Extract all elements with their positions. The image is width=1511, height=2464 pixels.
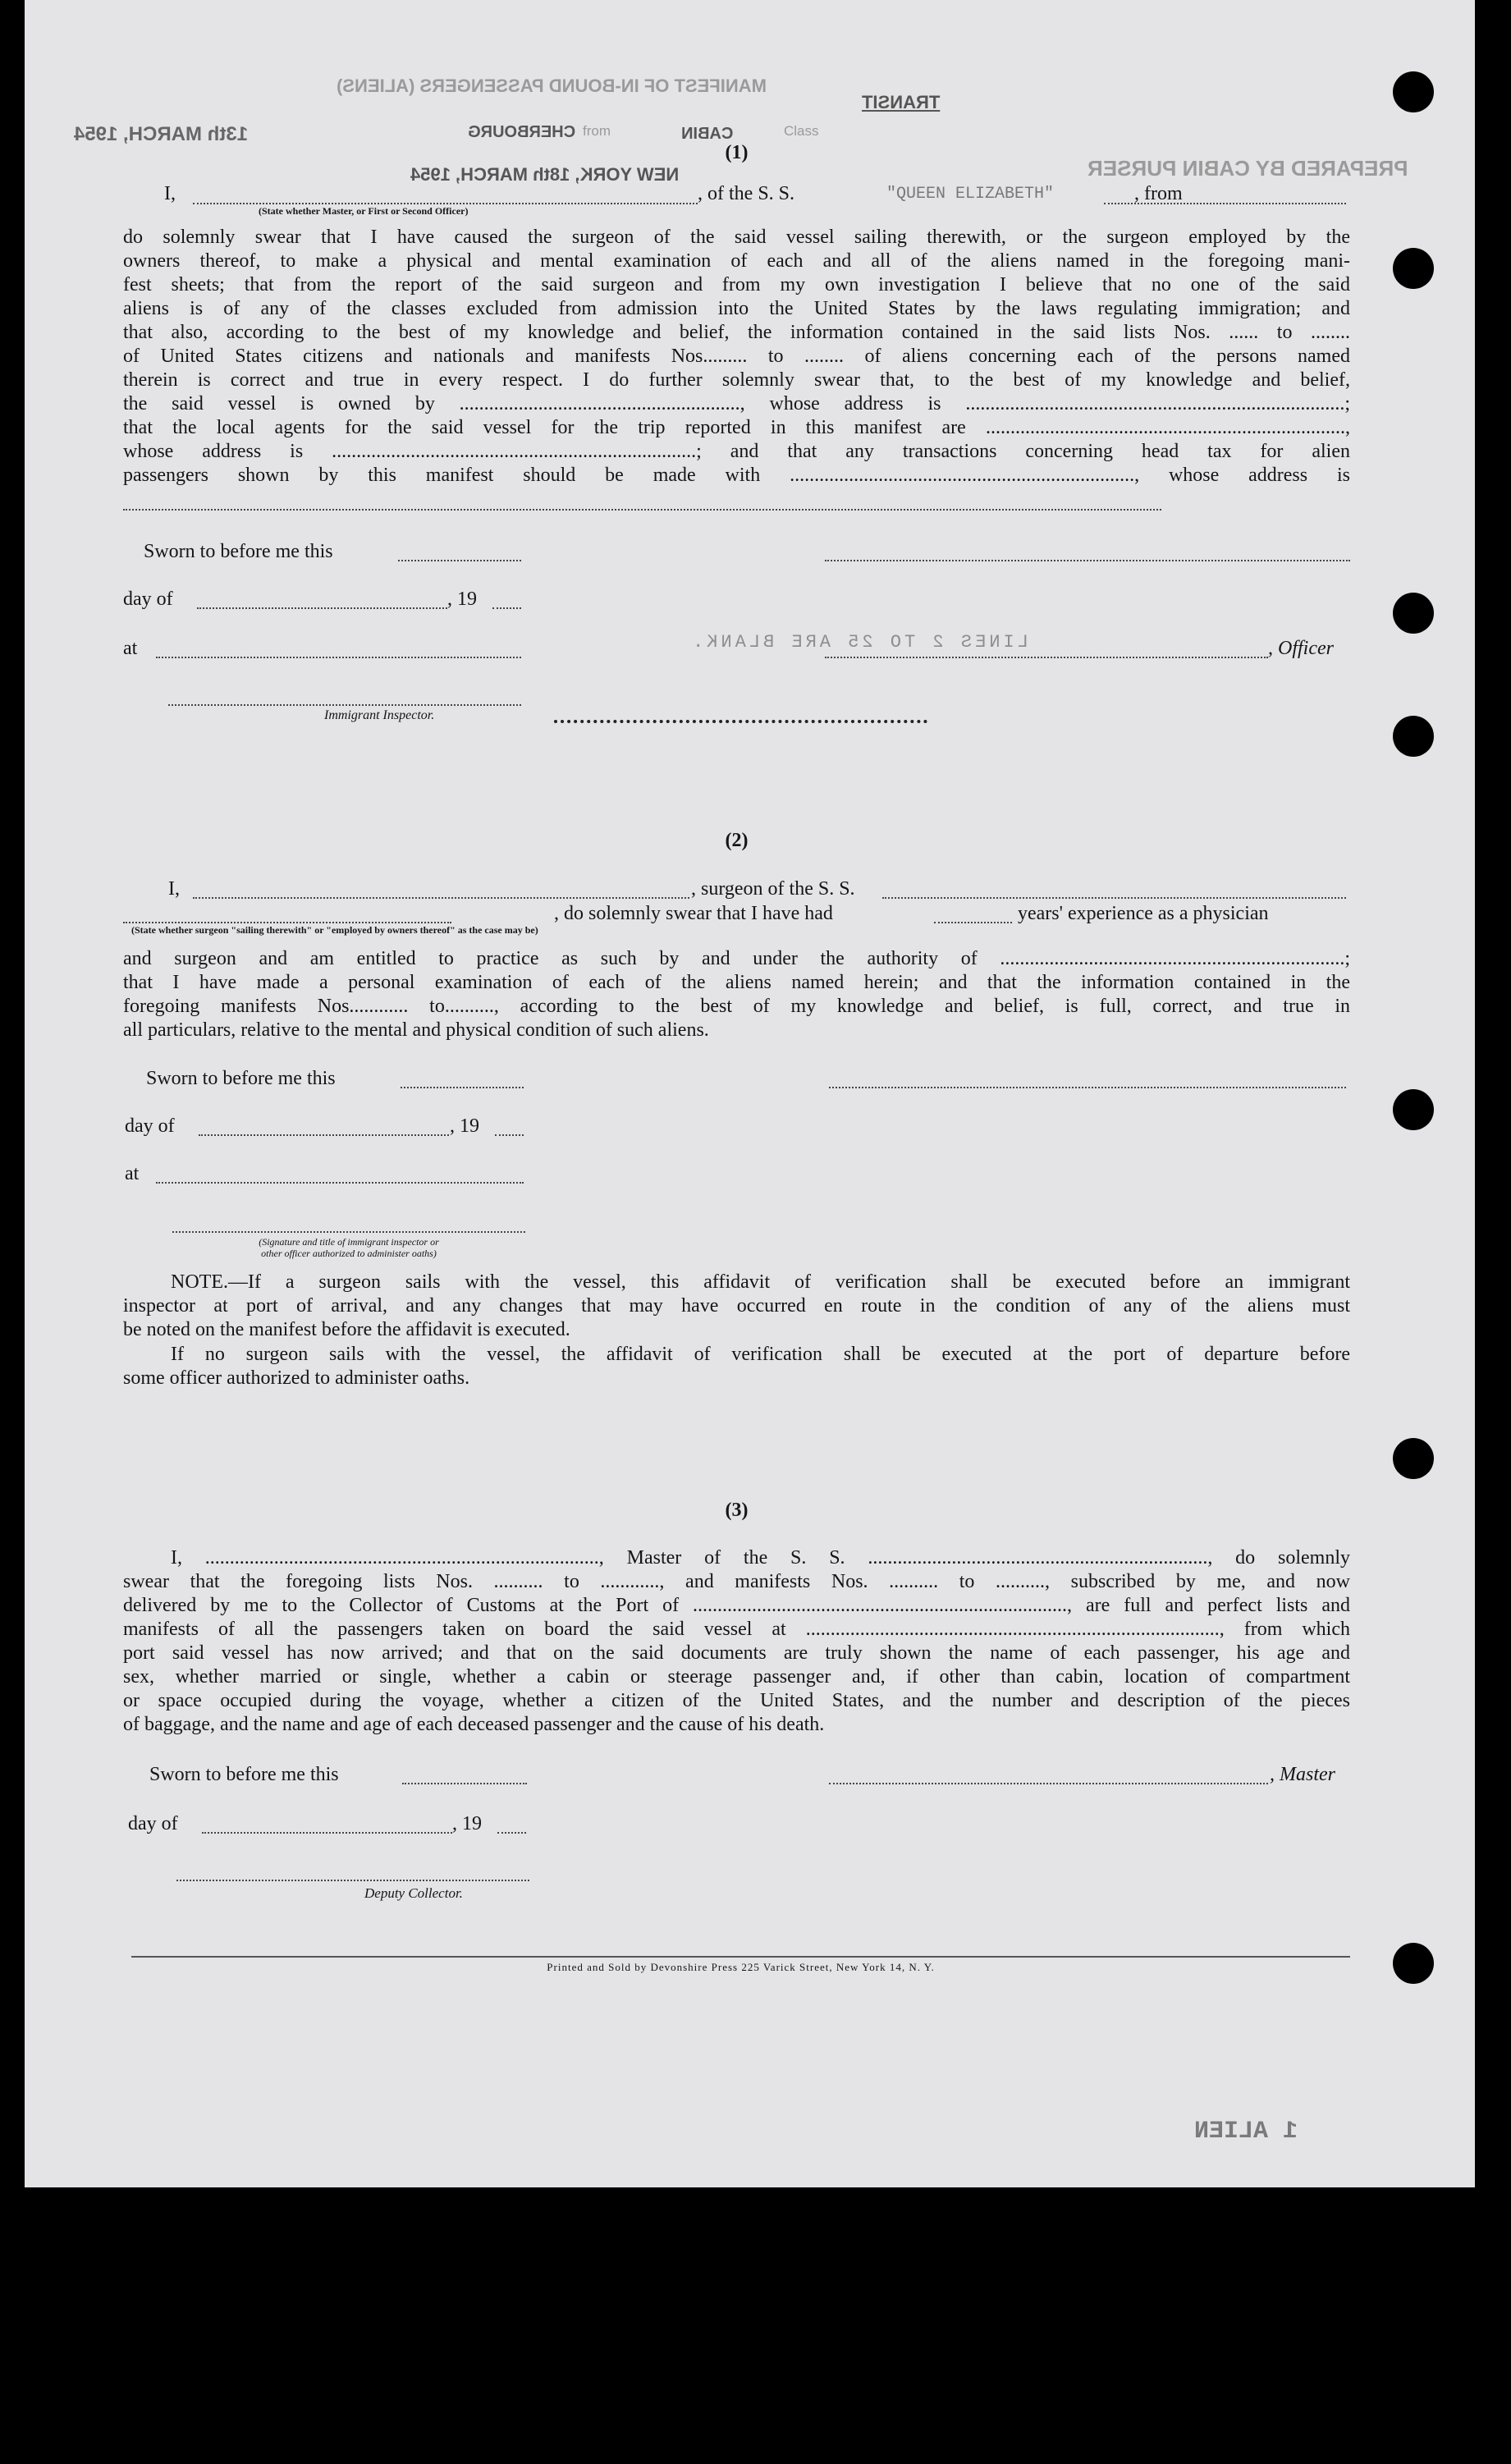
sworn-line-1: Sworn to before me this — [144, 541, 333, 562]
para3-line: or space occupied during the voyage, whether a citizen of the United States, and the number and description of the pieces — [123, 1690, 1350, 1711]
para1-line: therein is correct and true in every respect. I do further solemnly swear that, to the best of my knowledge and belief, — [123, 369, 1350, 391]
punch-hole — [1393, 1943, 1434, 1984]
para1-line: the said vessel is owned by ........................................................., whose address is .............................................................................; — [123, 393, 1350, 414]
at-line-1: at — [123, 638, 138, 659]
intro2-i: I, — [168, 878, 180, 900]
para1-line: passengers shown by this manifest should be made with ......................................................................, whose address is — [123, 465, 1350, 486]
from-label: from — [583, 123, 611, 139]
para2-line: and surgeon and am entitled to practice as such by and under the authority of ......................................................................; — [123, 948, 1350, 969]
blank-lines-stamp: LINES 2 TO 25 ARE BLANK. — [689, 632, 1028, 653]
note-line: inspector at port of arrival, and any changes that may have occurred en route in the condition of any of the aliens must — [123, 1295, 1350, 1317]
printer-footer: Printed and Sold by Devonshire Press 225 Varick Street, New York 14, N. Y. — [547, 1961, 935, 1973]
surgeon-caption: (State whether surgeon "sailing therewith" or "employed by owners thereof" as the case may be) — [131, 924, 538, 936]
punch-hole — [1393, 1089, 1434, 1130]
para3-line: of baggage, and the name and age of each deceased passenger and the cause of his death. — [123, 1714, 825, 1735]
sig-caption-2a: (Signature and title of immigrant inspector or — [259, 1236, 439, 1248]
from-value: CHERBOURG — [468, 123, 576, 141]
para1-line: fest sheets; that from the report of the said surgeon and from my own investigation I believe that no one of the said — [123, 274, 1350, 295]
prepared-by-stamp: PREPARED BY CABIN PURSER — [1087, 156, 1408, 181]
years-experience-text: years' experience as a physician — [1018, 903, 1269, 924]
port-arrival-stamp: NEW YORK, 18th MARCH, 1954 — [410, 164, 680, 185]
alien-count-stamp: 1 ALIEN — [1194, 2118, 1298, 2146]
para3-line: port said vessel has now arrived; and that on the said documents are truly shown the name of each passenger, his age and — [123, 1642, 1350, 1664]
punch-hole — [1393, 716, 1434, 757]
day-of-line-3: day of — [128, 1813, 178, 1834]
day-of-line-2: day of — [125, 1115, 175, 1137]
at-line-2: at — [125, 1163, 140, 1184]
year-line-1: , 19 — [447, 589, 477, 610]
of-the-ss-label: , of the S. S. — [698, 183, 795, 204]
sig-caption-2b: other officer authorized to administer oaths) — [261, 1248, 437, 1259]
note-line: some officer authorized to administer oaths. — [123, 1367, 470, 1389]
para2-line: foregoing manifests Nos............ to.........., according to the best of my knowledge and belief, is full, correct, and true in — [123, 996, 1350, 1017]
para3-line: manifests of all the passengers taken on board the said vessel at ...................................................................................., from which — [123, 1619, 1350, 1640]
para2-line: that I have made a personal examination of each of the aliens named herein; and that the information contained in the — [123, 972, 1350, 993]
surgeon-of-ss-label: , surgeon of the S. S. — [691, 878, 855, 900]
manifest-page — [25, 0, 1475, 2187]
section-3-number: (3) — [725, 1500, 749, 1521]
transit-stamp: TRANSIT — [862, 92, 941, 112]
year-line-3: , 19 — [452, 1813, 482, 1834]
manifest-title-stamp: MANIFEST OF IN-BOUND PASSENGERS (ALIENS) — [337, 76, 767, 96]
note-line: If no surgeon sails with the vessel, the affidavit of verification shall be executed at the port of departure before — [171, 1344, 1350, 1365]
para2-line: all particulars, relative to the mental and physical condition of such aliens. — [123, 1019, 709, 1041]
section-1-number: (1) — [725, 142, 749, 163]
note-line: NOTE.—If a surgeon sails with the vessel, this affidavit of verification shall be executed before an immigrant — [171, 1271, 1350, 1293]
date-stamp: 13th MARCH, 1954 — [74, 123, 249, 145]
punch-hole — [1393, 1438, 1434, 1479]
sworn-line-3: Sworn to before me this — [149, 1764, 339, 1785]
deputy-collector-caption: Deputy Collector. — [364, 1885, 463, 1901]
ship-name: "QUEEN ELIZABETH" — [886, 185, 1055, 204]
para1-line: of United States citizens and nationals and manifests Nos......... to ........ of aliens concerning each of the persons named — [123, 346, 1350, 367]
para3-line: delivered by me to the Collector of Customs at the Port of ............................................................................, are full and perfect lists and — [123, 1595, 1350, 1616]
class-label: Class — [784, 123, 819, 139]
year-line-2: , 19 — [450, 1115, 479, 1137]
solemnly-swear-text: , do solemnly swear that I have had — [554, 903, 833, 924]
punch-hole — [1393, 71, 1434, 112]
from-label-line: , from — [1134, 183, 1183, 204]
para1-line: do solemnly swear that I have caused the surgeon of the said vessel sailing therewith, or the surgeon employed by the — [123, 227, 1350, 248]
note-line: be noted on the manifest before the affidavit is executed. — [123, 1319, 570, 1340]
day-of-line-1: day of — [123, 589, 173, 610]
punch-hole — [1393, 248, 1434, 289]
master-label: , Master — [1270, 1764, 1335, 1785]
punch-hole — [1393, 593, 1434, 634]
para3-line: I, ................................................................................, Master of the S. S. ....................................................................., do solemnly — [171, 1547, 1350, 1569]
para1-line: aliens is of any of the classes excluded from admission into the United States by the laws regulating immigration; and — [123, 298, 1350, 319]
para1-line: that also, according to the best of my knowledge and belief, the information contained in the said lists Nos. ...... to ........ — [123, 322, 1350, 343]
para1-line: that the local agents for the said vessel for the trip reported in this manifest are ........................................................................., — [123, 417, 1350, 438]
sworn-line-2: Sworn to before me this — [146, 1068, 336, 1089]
officer-caption: (State whether Master, or First or Second Officer) — [259, 205, 469, 217]
officer-label: , Officer — [1268, 638, 1334, 659]
intro-i: I, — [164, 183, 176, 204]
inspector-caption: Immigrant Inspector. — [324, 708, 435, 722]
section-2-number: (2) — [725, 830, 749, 851]
class-value: CABIN — [681, 125, 734, 143]
para3-line: swear that the foregoing lists Nos. .......... to ............, and manifests Nos. .......... to .........., subscribed by me, and now — [123, 1571, 1350, 1592]
para1-line: whose address is ..........................................................................; and that any transactions concerning head tax for alien — [123, 441, 1350, 462]
para1-line: owners thereof, to make a physical and mental examination of each and all of the aliens named in the foregoing mani- — [123, 250, 1350, 272]
para3-line: sex, whether married or single, whether a cabin or steerage passenger and, if other than cabin, location of compartment — [123, 1666, 1350, 1688]
